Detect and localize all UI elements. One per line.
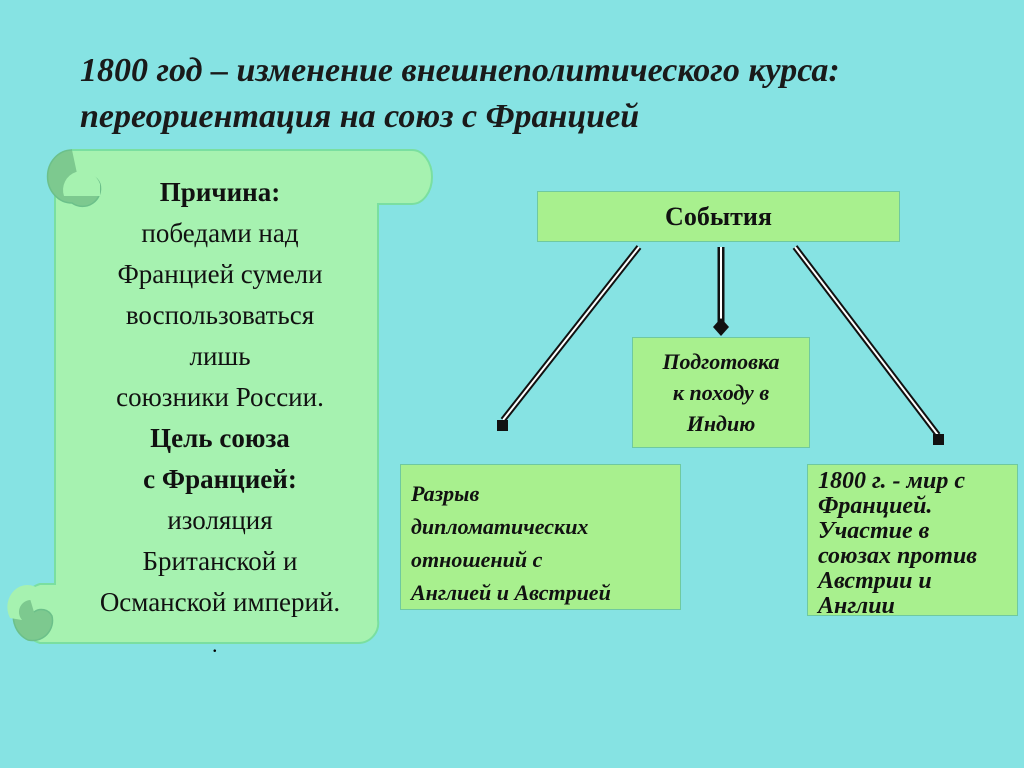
rupture-line: дипломатических [411, 514, 589, 539]
title-line-1: 1800 год – изменение внешнеполитического курса: [80, 52, 840, 89]
peace-line: Францией. [818, 493, 933, 519]
events-box [537, 191, 900, 242]
trailing-dot: . [212, 632, 218, 657]
cause-line: союзники России. [116, 382, 324, 412]
arrowhead-left [497, 420, 508, 431]
goal-line: Османской империй. [99, 587, 341, 617]
title-line-2: переориентация на союз с Францией [80, 98, 640, 135]
india-campaign-box [632, 337, 810, 448]
india-line: Подготовка [662, 349, 780, 374]
peace-line: Австрии и [818, 568, 932, 594]
peace-line: 1800 г. - мир с [818, 468, 965, 494]
rupture-line: Англией и Австрией [411, 580, 611, 605]
rupture-box [400, 464, 681, 610]
goal-heading: с Францией: [143, 464, 297, 494]
peace-line: Англии [818, 593, 895, 619]
goal-line: Британской и [142, 546, 298, 576]
arrowhead-right [933, 434, 944, 445]
cause-heading: Причина: [159, 177, 281, 207]
cause-line: воспользоваться [125, 300, 315, 330]
goal-line: изоляция [167, 505, 273, 535]
india-line: Индию [686, 411, 756, 436]
cause-line: лишь [189, 341, 251, 371]
cause-line: победами над [141, 218, 299, 248]
arrowhead-center [713, 318, 729, 336]
cause-line: Францией сумели [117, 259, 323, 289]
events-label: События [665, 202, 772, 231]
goal-heading: Цель союза [150, 423, 290, 453]
peace-line: Участие в [818, 518, 930, 544]
peace-line: союзах против [818, 543, 978, 569]
peace-box [807, 464, 1018, 619]
rupture-line: отношений с [411, 547, 543, 572]
india-line: к походу в [672, 380, 770, 405]
rupture-line: Разрыв [411, 481, 480, 506]
